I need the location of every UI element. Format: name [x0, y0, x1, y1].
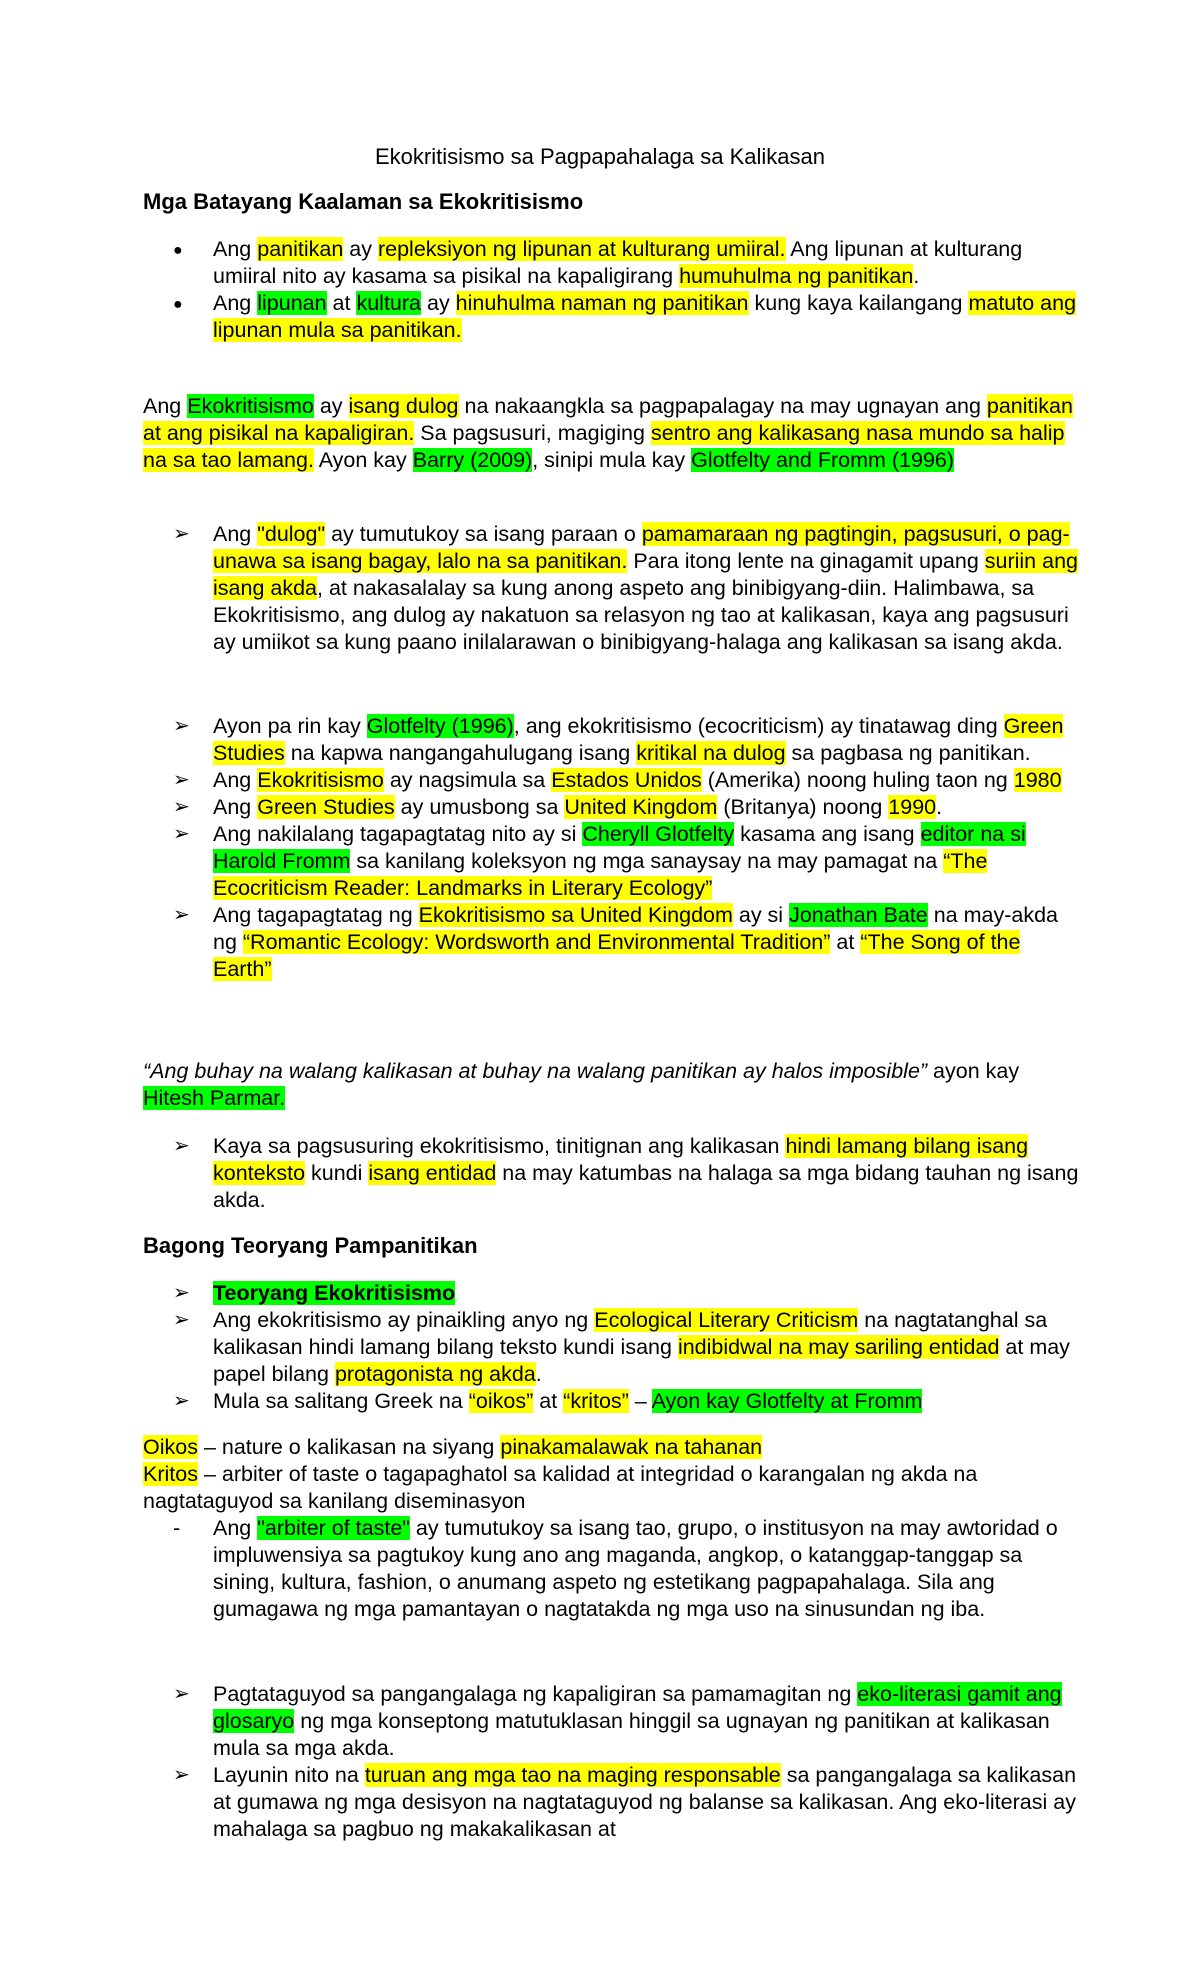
text-run: ay: [421, 291, 456, 315]
highlighted-text: repleksiyon ng lipunan at kulturang umiiral.: [377, 237, 786, 261]
highlighted-text: Oikos: [143, 1435, 198, 1459]
highlighted-text: "arbiter of taste": [257, 1516, 410, 1540]
highlighted-text: Green Studies: [213, 714, 1064, 765]
highlighted-text: Estados Unidos: [551, 768, 702, 792]
highlighted-text: Ayon kay Glotfelty at Fromm: [651, 1389, 923, 1413]
list-item-text: [213, 1281, 455, 1305]
arrow-bullet-icon: ➢: [173, 904, 190, 926]
highlighted-text: “The Song of the Earth”: [213, 930, 1021, 981]
text-run: Ang tagapagtatag ng: [213, 903, 419, 927]
text-run: Ang lipunan at kulturang umiiral nito ay kasama sa pisikal na kapaligirang: [213, 237, 1023, 288]
text-run: ay umusbong sa: [394, 795, 565, 819]
list-item-text: [213, 768, 1062, 792]
highlighted-text: Glotfelty (1996): [366, 714, 514, 738]
text-run: ay: [313, 394, 349, 418]
text-run: –: [628, 1389, 652, 1413]
highlighted-text: indibidwal na may sariling entidad: [677, 1335, 1000, 1359]
highlighted-text: kultura: [356, 291, 422, 315]
list-item-text: [213, 822, 1026, 900]
list-item: [143, 236, 1083, 290]
heading-bagong-teorya: Bagong Teoryang Pampanitikan: [143, 1233, 478, 1258]
highlighted-text: lipunan: [257, 291, 327, 315]
list-item-text: [213, 903, 1058, 981]
text-run: Pagtataguyod sa pangangalaga ng kapaligiran sa pamamagitan ng: [213, 1682, 858, 1706]
text-run: – arbiter of taste o tagapaghatol sa kalidad at integridad o karangalan ng akda na nagtataguyod sa kanilang diseminasyon: [143, 1462, 978, 1513]
highlighted-text: Teoryang Ekokritisismo: [213, 1281, 456, 1305]
highlighted-text: Green Studies: [257, 795, 395, 819]
arrow-bullet-icon: ➢: [173, 715, 190, 737]
text-run: kung kaya kailangang: [748, 291, 969, 315]
text-run: kundi: [305, 1161, 369, 1185]
arrow-list-history: [143, 713, 1083, 983]
list-item: [143, 1388, 1083, 1415]
text-run: at may papel bilang: [213, 1335, 1070, 1386]
highlighted-text: hinuhulma naman ng panitikan: [455, 291, 749, 315]
definition-kritos: [143, 1461, 1073, 1515]
list-item-text: [213, 291, 1076, 342]
text-run: Ang: [213, 1516, 258, 1540]
paragraph-ekokritisismo: [143, 393, 1073, 474]
text-run: , sinipi mula kay: [532, 448, 692, 472]
text-run: Layunin nito na: [213, 1763, 365, 1787]
list-item-text: [213, 1682, 1062, 1760]
list-item: [143, 290, 1083, 344]
text-run: na may-akda ng: [213, 903, 1058, 954]
text-run: .: [913, 264, 920, 288]
dash-marker: -: [173, 1516, 181, 1540]
list-item: [143, 794, 1083, 821]
arrow-list-dulog: [143, 521, 1083, 656]
highlighted-text: panitikan: [257, 237, 344, 261]
text-run: na nagtatanghal sa kalikasan hindi lamang bilang teksto kundi isang: [213, 1308, 1048, 1359]
text-run: na may katumbas na halaga sa mga bidang tauhan ng isang akda.: [213, 1161, 1079, 1212]
highlighted-text: Ekokritisismo: [257, 768, 384, 792]
highlighted-text: isang dulog: [348, 394, 459, 418]
text-run: Ang: [213, 237, 258, 261]
arrow-bullet-icon: ➢: [173, 523, 190, 545]
highlighted-text: Cheryll Glotfelty: [582, 822, 735, 846]
highlighted-text: turuan ang mga tao na maging responsable: [364, 1763, 781, 1787]
highlighted-text: “The Ecocriticism Reader: Landmarks in Literary Ecology”: [213, 849, 988, 900]
text-run: , ang ekokritisismo (ecocriticism) ay tinatawag ding: [513, 714, 1004, 738]
list-item-text: [213, 1134, 1078, 1212]
text-run: Ang: [213, 522, 258, 546]
arrow-bullet-icon: ➢: [173, 1390, 190, 1412]
arrow-bullet-icon: ➢: [173, 1683, 190, 1705]
list-item: [143, 1681, 1083, 1762]
list-item: [143, 1280, 1083, 1307]
document-title: Ekokritisismo sa Pagpapahalaga sa Kalikasan: [374, 144, 826, 169]
list-item: [143, 902, 1083, 983]
highlighted-text: humuhulma ng panitikan: [679, 264, 914, 288]
arrow-list-kaya: [143, 1133, 1083, 1214]
text-run: “Ang buhay na walang kalikasan at buhay na walang panitikan ay halos imposible”: [143, 1059, 928, 1083]
text-run: kasama ang isang: [734, 822, 921, 846]
highlighted-text: “oikos”: [468, 1389, 534, 1413]
text-run: ay tumutukoy sa isang paraan o: [325, 522, 642, 546]
list-item: [143, 1307, 1083, 1388]
list-item-text: [213, 714, 1063, 765]
text-run: Ang ekokritisismo ay pinaikling anyo ng: [213, 1308, 595, 1332]
highlighted-text: eko-literasi gamit ang glosaryo: [213, 1682, 1062, 1733]
text-run: Ang: [143, 394, 188, 418]
arrow-bullet-icon: ➢: [173, 796, 190, 818]
highlighted-text: "dulog": [257, 522, 326, 546]
text-run: na nakaangkla sa pagpapalagay na may ugnayan ang: [458, 394, 987, 418]
highlighted-text: 1980: [1013, 768, 1062, 792]
highlighted-text: pinakamalawak na tahanan: [500, 1435, 763, 1459]
highlighted-text: kritikal na dulog: [636, 741, 786, 765]
text-run: (Amerika) noong huling taon ng: [701, 768, 1014, 792]
text-run: Ang: [213, 291, 258, 315]
text-run: sa kanilang koleksyon ng mga sanaysay na may pamagat na: [350, 849, 944, 873]
quote-paragraph: [143, 1058, 1073, 1112]
text-run: – nature o kalikasan na siyang: [197, 1435, 501, 1459]
text-run: Kaya sa pagsusuring ekokritisismo, tinitignan ang kalikasan: [213, 1134, 786, 1158]
list-item: [143, 713, 1083, 767]
dash-item-text: [213, 1516, 1058, 1621]
arrow-bullet-icon: ➢: [173, 1309, 190, 1331]
list-item-text: [213, 1308, 1070, 1386]
list-item: [143, 1133, 1083, 1214]
dash-item: [143, 1515, 1083, 1623]
text-run: Mula sa salitang Greek na: [213, 1389, 469, 1413]
highlighted-text: panitikan at ang pisikal na kapaligiran.: [143, 394, 1073, 445]
text-run: at: [830, 930, 861, 954]
arrow-bullet-icon: ➢: [173, 1764, 190, 1786]
bullet-list-1: [143, 236, 1083, 344]
highlighted-text: suriin ang isang akda: [213, 549, 1078, 600]
dash-list-arbiter: [143, 1515, 1083, 1623]
list-item: [143, 1762, 1083, 1843]
list-item-text: [213, 522, 1078, 654]
highlighted-text: protagonista ng akda: [334, 1362, 536, 1386]
list-item-text: [213, 237, 1022, 288]
highlighted-text: “kritos”: [563, 1389, 629, 1413]
text-run: at: [533, 1389, 564, 1413]
arrow-list-teorya: [143, 1280, 1083, 1415]
highlighted-text: editor na si Harold Fromm: [213, 822, 1026, 873]
arrow-bullet-icon: ➢: [173, 823, 190, 845]
highlighted-text: Kritos: [143, 1462, 198, 1486]
text-run: .: [936, 795, 943, 819]
text-run: ay si: [732, 903, 790, 927]
text-run: ay tumutukoy sa isang tao, grupo, o institusyon na may awtoridad o impluwensiya sa pagtukoy kung ano ang maganda, angkop, o katanggap-tanggap sa sining, kultura, fashion, o anumang aspeto ng estetikang pagpapahalaga. Sila ang gumagawa ng mga pamantayan o nagtatakda ng mga uso na sinusundan ng iba.: [213, 1516, 1058, 1621]
highlighted-text: Ecological Literary Criticism: [594, 1308, 859, 1332]
text-run: Sa pagsusuri, magiging: [414, 421, 651, 445]
highlighted-text: hindi lamang bilang isang konteksto: [213, 1134, 1029, 1185]
list-item-text: [213, 795, 942, 819]
text-run: Para itong lente na ginagamit upang: [627, 549, 985, 573]
list-item-text: [213, 1389, 922, 1413]
highlighted-text: Ekokritisismo sa United Kingdom: [418, 903, 733, 927]
list-item: [143, 521, 1083, 656]
text-run: na kapwa nangangahulugang isang: [284, 741, 637, 765]
text-run: Ang: [213, 768, 258, 792]
text-run: , at nakasalalay sa kung anong aspeto ang binibigyang-diin. Halimbawa, sa Ekokritisismo, ang dulog ay nakatuon sa relasyon ng tao at kalikasan, kaya ang pagsusuri ay umiikot sa kung paano inilalarawan o binibigyang-halaga ang kalikasan sa isang akda.: [213, 576, 1069, 654]
arrow-bullet-icon: ➢: [173, 1282, 190, 1304]
text-run: sa pangangalaga sa kalikasan at gumawa ng mga desisyon na nagtataguyod ng balanse sa kalikasan. Ang eko-literasi ay mahalaga sa pagbuo ng makakalikasan at: [213, 1763, 1077, 1841]
text-run: Ayon pa rin kay: [213, 714, 367, 738]
highlighted-text: Jonathan Bate: [789, 903, 928, 927]
highlighted-text: Ekokritisismo: [187, 394, 314, 418]
highlighted-text: Barry (2009): [412, 448, 533, 472]
heading-batayang-kaalaman: Mga Batayang Kaalaman sa Ekokritisismo: [143, 189, 584, 214]
list-item: [143, 767, 1083, 794]
highlighted-text: United Kingdom: [564, 795, 718, 819]
text-run: ayon kay: [927, 1059, 1020, 1083]
text-run: Ang nakilalang tagapagtatag nito ay si: [213, 822, 583, 846]
arrow-bullet-icon: ➢: [173, 1135, 190, 1157]
highlighted-text: Hitesh Parmar.: [143, 1086, 286, 1110]
text-run: (Britanya) noong: [717, 795, 889, 819]
list-item-text: [213, 1763, 1076, 1841]
arrow-list-ekoliterasi: [143, 1681, 1083, 1843]
highlighted-text: “Romantic Ecology: Wordsworth and Environmental Tradition”: [242, 930, 831, 954]
text-run: sa pagbasa ng panitikan.: [785, 741, 1031, 765]
text-run: Ayon kay: [313, 448, 413, 472]
list-item: [143, 821, 1083, 902]
highlighted-text: pamamaraan ng pagtingin, pagsusuri, o pag-unawa sa isang bagay, lalo na sa panitikan.: [213, 522, 1070, 573]
text-run: ay nagsimula sa: [383, 768, 552, 792]
text-run: at: [326, 291, 357, 315]
text-run: ay: [343, 237, 378, 261]
bullet-dot-icon: ●: [173, 242, 183, 259]
text-run: ng mga konseptong matutuklasan hinggil sa ugnayan ng panitikan at kalikasan mula sa mga akda.: [213, 1709, 1050, 1760]
highlighted-text: sentro ang kalikasang nasa mundo sa halip na sa tao lamang.: [143, 421, 1065, 472]
text-run: Ang: [213, 795, 258, 819]
highlighted-text: matuto ang lipunan mula sa panitikan.: [213, 291, 1077, 342]
highlighted-text: isang entidad: [368, 1161, 497, 1185]
arrow-bullet-icon: ➢: [173, 769, 190, 791]
highlighted-text: Glotfelty and Fromm (1996): [691, 448, 955, 472]
definition-oikos: [143, 1434, 1073, 1461]
bullet-dot-icon: ●: [173, 296, 183, 313]
text-run: .: [535, 1362, 542, 1386]
highlighted-text: 1990: [888, 795, 937, 819]
